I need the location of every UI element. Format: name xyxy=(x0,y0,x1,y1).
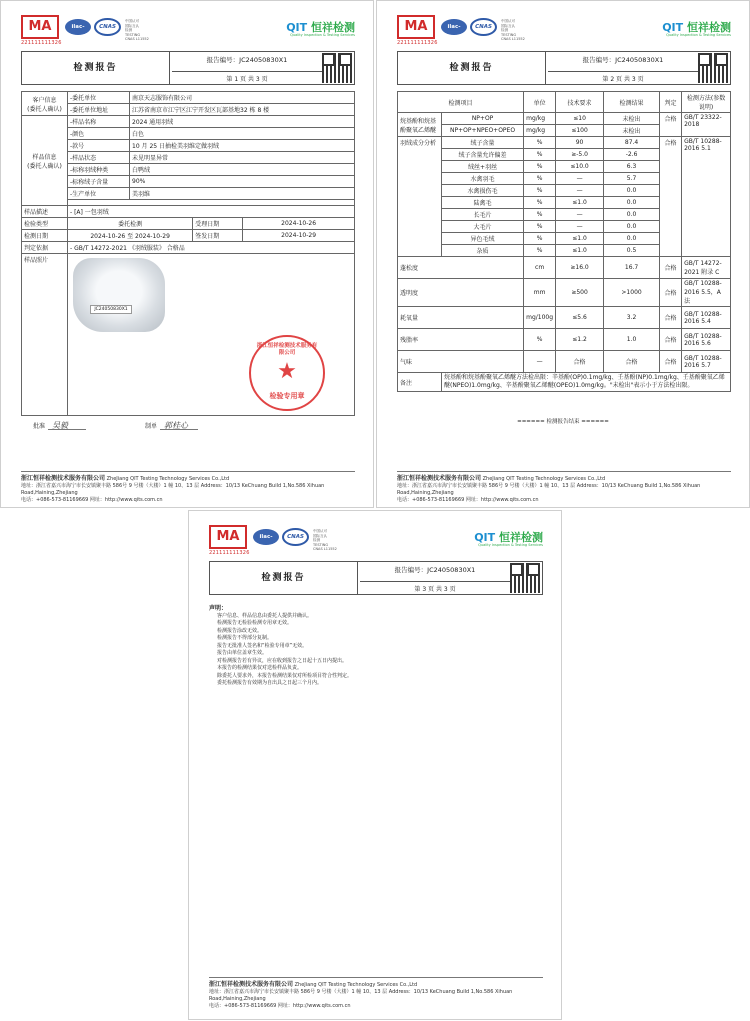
sample-name-label: -样品名称 xyxy=(68,116,130,128)
list-item: 除委托人要求外，本报告检测结果仅对所检项目符合性判定。 xyxy=(217,672,353,679)
ma-number: 221111111326 xyxy=(209,550,250,556)
cnas-logo: CNAS xyxy=(470,18,497,36)
preparer-signature: 制单 郭桂心 xyxy=(145,421,198,430)
test-type-label: 检验类型 xyxy=(22,218,68,230)
report-header xyxy=(209,525,543,559)
list-item: 本报告的检测结果仅对送检样品负责。 xyxy=(217,665,303,671)
test-date-label: 检测日期 xyxy=(22,230,68,242)
ilac-mra-logo: ilac-MRA xyxy=(253,529,279,545)
issue-date: 2024-10-29 xyxy=(243,230,355,242)
list-item: 检测报告涂改无效。 xyxy=(217,627,263,634)
qit-brand-logo: QIT 恒祥检测 xyxy=(662,21,731,34)
lot-value: 10 月 25 日抽检美羽维定做羽绒 xyxy=(130,140,355,152)
sample-desc: - [A] 一包羽绒 xyxy=(68,206,355,218)
table-row: 气味 — 合格 合格 合格 GB/T 10288-2016 5.7 xyxy=(398,351,731,373)
photo-label: 样品照片 xyxy=(22,254,68,416)
cnas-caption: 中国认可 国际互认 检测 TESTING CNAS L11552 xyxy=(501,19,525,41)
report-title: 检测报告 xyxy=(22,52,170,84)
list-item: 检测报告无检验检测专用章无效。 xyxy=(217,620,293,626)
list-item: 委托检测报告有效期为自出具之日起三个月内。 xyxy=(217,680,323,686)
list-item: 客户信息、样品信息由委托人提供并确认。 xyxy=(217,612,313,619)
report-footer: 浙江恒祥检测技术服务有限公司 ZheJiang QIT Testing Technology Services Co.,Ltd 地址：浙江省嘉兴市海宁市长安镇聚丰路 586号 9 号楼（大楼）1 幢 10、13 层 Address：10/13 KeChuang Build 1,No.586 Xihuan Road,Haining,Zhejiang 电话：+086-573-81169669 网址：http://www.qits.com.cn xyxy=(209,977,543,1010)
client-address: 江苏省南京市江宁区江宁开发区瓦部基地32 栋 8 楼 xyxy=(130,104,355,116)
sample-desc-label: 样品描述 xyxy=(22,206,68,218)
results-header-row: 检测项目 单位 技术要求 检测结果 判定 检测方法(参数说明) xyxy=(398,92,731,113)
table-row: 耗氧量 mg/100g ≤5.6 3.2 合格 GB/T 10288-2016 5.4 xyxy=(398,307,731,329)
ma-certification-mark: MA xyxy=(21,15,59,39)
client-name: 南京天志服饰有限公司 xyxy=(130,92,355,104)
table-row: 异色毛绒 % ≤1.0 0.0 xyxy=(398,233,731,245)
table-row: 大毛片 % — 0.0 xyxy=(398,221,731,233)
stamp-seal-text: 检验专用章 xyxy=(269,392,305,400)
page-indicator: 第 2 页 共 3 页 xyxy=(548,71,698,83)
list-item: 报告无批准人签名和“检验专用章”无效。 xyxy=(217,642,308,649)
brand-subtitle: Quality Inspection & Testing Services xyxy=(478,543,543,547)
down-bag-image xyxy=(73,258,165,332)
sample-name: 2024 通用羽绒 xyxy=(130,116,355,128)
lot-label: -款号 xyxy=(68,140,130,152)
table-row: 绒子含量允许偏差 % ≥-5.0 -2.6 xyxy=(398,149,731,161)
client-address-label: -委托单位地址 xyxy=(68,104,130,116)
brand-subtitle: Quality Inspection & Testing Services xyxy=(666,33,731,37)
report-footer: 浙江恒祥检测技术服务有限公司 ZheJiang QIT Testing Technology Services Co.,Ltd 地址：浙江省嘉兴市海宁市长安镇聚丰路 586号 9 号楼（大楼）1 幢 10、13 层 Address：10/13 KeChuang Build 1,No.586 Xihuan Road,Haining,Zhejiang 电话：+086-573-81169669 网址：http://www.qits.com.cn xyxy=(21,471,355,504)
table-row: NP+OP+NPEO+OPEO mg/kg ≤100 未检出 xyxy=(398,125,731,137)
client-group-label: 客户信息 (委托人确认) xyxy=(22,92,68,116)
cnas-logo: CNAS xyxy=(282,528,309,546)
table-row: 水禽羽毛 % — 5.7 xyxy=(398,173,731,185)
ma-certification-mark: MA xyxy=(397,15,435,39)
table-row: 透明度 mm ≥500 >1000 合格 GB/T 10288-2016 5.5，A 法 xyxy=(398,279,731,307)
report-number: 报告编号：JC24050830X1 xyxy=(394,566,476,574)
ma-certification-mark: MA xyxy=(209,525,247,549)
qit-brand-logo: QIT 恒祥检测 xyxy=(474,531,543,544)
report-footer: 浙江恒祥检测技术服务有限公司 ZheJiang QIT Testing Technology Services Co.,Ltd 地址：浙江省嘉兴市海宁市长安镇聚丰路 586号 9 号楼（大楼）1 幢 10、13 层 Address：10/13 KeChuang Build 1,No.586 Xihuan Road,Haining,Zhejiang 电话：+086-573-81169669 网址：http://www.qits.com.cn xyxy=(397,471,731,504)
table-row: 羽绒成分分析 绒子含量 % 90 87.4 合格 GB/T 10288-2016 5.1 xyxy=(398,137,731,149)
page-indicator: 第 3 页 共 3 页 xyxy=(360,581,510,593)
qr-code-icon xyxy=(698,53,728,83)
down-content-value: 90% xyxy=(130,176,355,188)
table-row: 水禽损伤毛 % — 0.0 xyxy=(398,185,731,197)
verdict: - GB/T 14272-2021 《羽绒服装》 合格品 xyxy=(68,242,355,254)
issue-label: 签发日期 xyxy=(193,230,243,242)
page-indicator: 第 1 页 共 3 页 xyxy=(172,71,322,83)
comp-group-label: 羽绒成分分析 xyxy=(398,137,442,257)
cnas-logo: CNAS xyxy=(94,18,121,36)
brand-subtitle: Quality Inspection & Testing Services xyxy=(290,33,355,37)
star-icon: ★ xyxy=(277,359,297,384)
report-end-marker: ====== 检测报告结束 ====== xyxy=(517,419,609,425)
received-date: 2024-10-26 xyxy=(243,218,355,230)
qit-brand-logo: QIT 恒祥检测 xyxy=(286,21,355,34)
list-item: 报告由单位盖章生效。 xyxy=(217,650,268,656)
approver-signature: 批准 吴毅 xyxy=(33,421,86,430)
down-type-label: -标称羽绒种类 xyxy=(68,164,130,176)
sample-photo xyxy=(70,255,170,335)
report-page-1 xyxy=(0,0,374,508)
table-row: 长毛片 % — 0.0 xyxy=(398,209,731,221)
declaration-list xyxy=(209,613,543,688)
note-label: 备注 xyxy=(398,373,442,392)
report-title: 检测报告 xyxy=(398,52,546,84)
qr-code-icon xyxy=(510,563,540,593)
declaration-section xyxy=(209,605,543,688)
table-row: 烷基酚和烷基酚聚氧乙烯醚 NP+OP mg/kg ≤10 未检出 合格 GB/T 23322-2018 xyxy=(398,113,731,125)
ilac-mra-logo: ilac-MRA xyxy=(441,19,467,35)
ilac-mra-logo: ilac-MRA xyxy=(65,19,91,35)
report-header xyxy=(397,15,731,49)
maker-value: 美羽维 xyxy=(130,188,355,200)
received-label: 受理日期 xyxy=(193,218,243,230)
state-label: -样品状态 xyxy=(68,152,130,164)
color-label: -颜色 xyxy=(68,128,130,140)
test-date: 2024-10-26 至 2024-10-29 xyxy=(68,230,193,242)
ma-number: 221111111326 xyxy=(397,40,438,46)
table-row: 蓬松度 cm ≥16.0 16.7 合格 GB/T 14272-2021 附录 C xyxy=(398,257,731,279)
qr-code-icon xyxy=(322,53,352,83)
color-value: 白色 xyxy=(130,128,355,140)
report-page-2 xyxy=(376,0,750,508)
table-row: 绒丝+羽丝 % ≤10.0 6.3 xyxy=(398,161,731,173)
down-content-label: -标称绒子含量 xyxy=(68,176,130,188)
cnas-caption: 中国认可 国际互认 检测 TESTING CNAS L11552 xyxy=(125,19,149,41)
list-item: 检测报告不得部分复制。 xyxy=(217,635,273,641)
inspection-seal-stamp xyxy=(249,335,325,411)
report-number: 报告编号：JC24050830X1 xyxy=(206,56,288,64)
table-row: 杂质 % ≤1.0 0.5 xyxy=(398,245,731,257)
ma-number: 221111111326 xyxy=(21,40,62,46)
report-title-bar xyxy=(397,51,731,85)
maker-label: -生产单位 xyxy=(68,188,130,200)
test-type: 委托检测 xyxy=(68,218,193,230)
cnas-caption: 中国认可 国际互认 检测 TESTING CNAS L11552 xyxy=(313,529,337,551)
down-type-value: 白鸭绒 xyxy=(130,164,355,176)
report-number: 报告编号：JC24050830X1 xyxy=(582,56,664,64)
verdict-label: 判定依据 xyxy=(22,242,68,254)
report-header xyxy=(21,15,355,49)
table-row: 残脂率 % ≤1.2 1.0 合格 GB/T 10288-2016 5.6 xyxy=(398,329,731,351)
client-name-label: -委托单位 xyxy=(68,92,130,104)
bag-label: JC24050830X1 xyxy=(90,305,132,314)
declaration-title: 声明： xyxy=(209,605,228,612)
report-title: 检测报告 xyxy=(210,562,358,594)
note-text: 烷基酚和烷基酚聚氧乙烯醚方法检出限：辛基酚(OP)0.1mg/kg、壬基酚(NP)0.1mg/kg、壬基酚聚氧乙烯醚(NPEO)1.0mg/kg、辛基酚聚氧乙烯醚(OPEO)1.0mg/kg。"未检出"表示小于方法检出限。 xyxy=(442,373,731,392)
stamp-text: 浙江恒祥检测技术服务有限公司 xyxy=(256,343,318,356)
report-page-3 xyxy=(188,510,562,1020)
list-item: 对检测报告若有异议，应在收到报告之日起十五日内提出。 xyxy=(217,657,348,664)
table-row: 陆禽毛 % ≤1.0 0.0 xyxy=(398,197,731,209)
sample-group-label: 样品信息 (委托人确认) xyxy=(22,116,68,206)
note-row xyxy=(398,373,731,392)
report-title-bar xyxy=(21,51,355,85)
report-title-bar xyxy=(209,561,543,595)
test-results-table xyxy=(397,91,731,392)
state-value: 未见明显异常 xyxy=(130,152,355,164)
